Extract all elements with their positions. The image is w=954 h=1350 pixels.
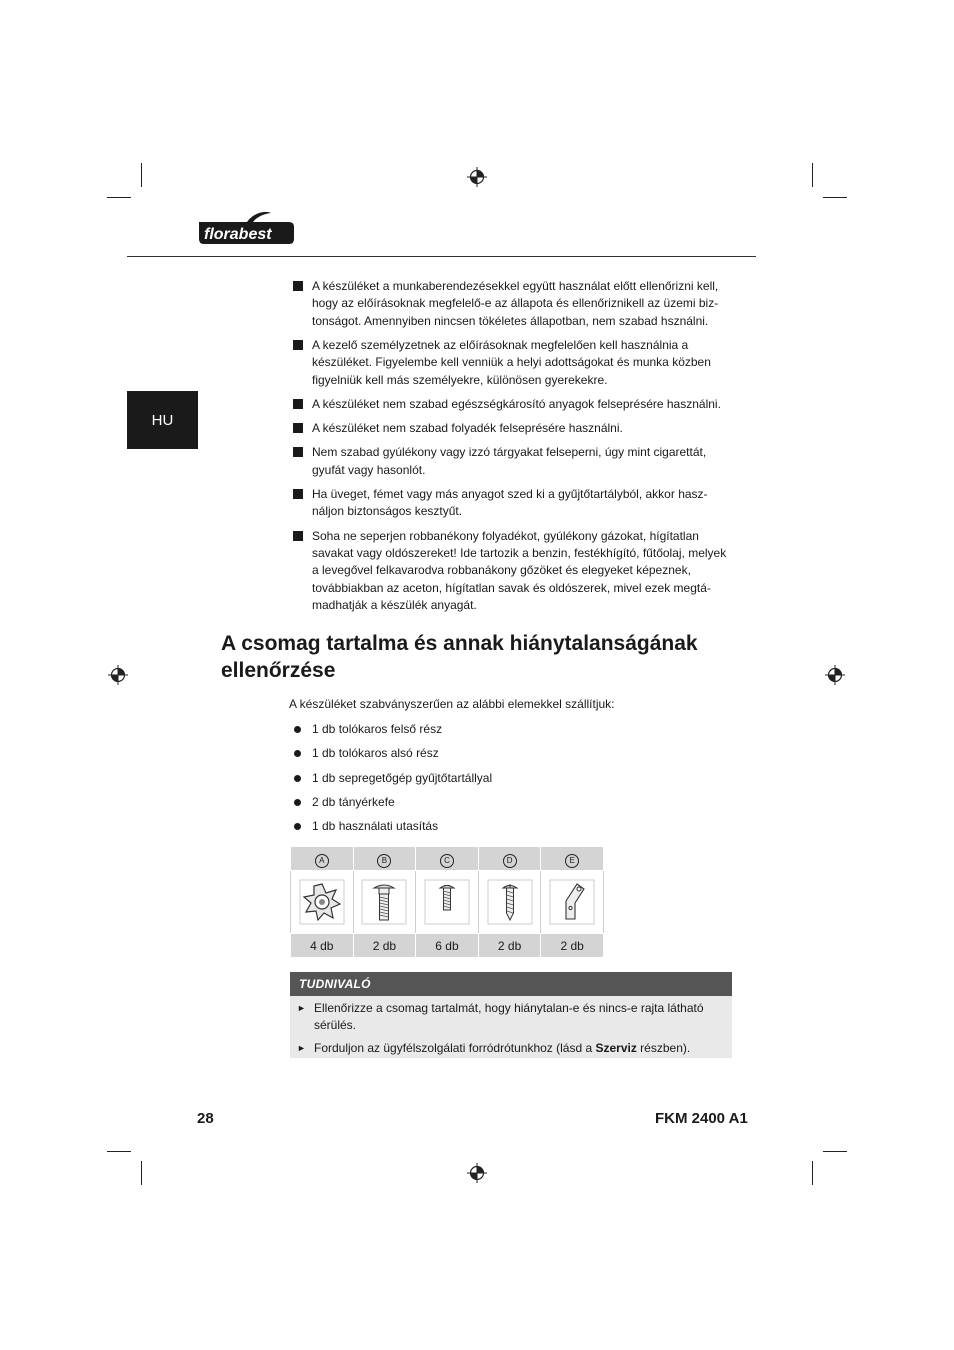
arrow-right-icon: ► (297, 1003, 306, 1013)
square-bullet-icon (293, 447, 303, 457)
part-letter: C (440, 854, 454, 868)
crop-mark (107, 197, 131, 198)
bracket-icon (549, 879, 595, 925)
quantity-cell: 2 db (478, 934, 541, 958)
list-item: 1 db használati utasítás (293, 818, 492, 842)
crop-mark (823, 197, 847, 198)
star-knob-icon (299, 879, 345, 925)
crop-mark (823, 1151, 847, 1152)
parts-table (290, 846, 604, 958)
service-reference: Szerviz (595, 1040, 637, 1055)
notice-title: TUDNIVALÓ (290, 972, 732, 996)
arrow-right-icon: ► (297, 1042, 306, 1053)
square-bullet-icon (293, 423, 303, 433)
list-item: A készüléket nem szabad egészségkárosító anyagok felseprésére használni. (293, 396, 733, 413)
square-bullet-icon (293, 489, 303, 499)
machine-screw-icon (424, 879, 470, 925)
list-item: A készüléket nem szabad folyadék felseprésére használni. (293, 420, 733, 437)
part-letter: D (503, 854, 517, 868)
crop-mark (812, 163, 813, 187)
part-letter: B (377, 854, 391, 868)
list-item: Soha ne seperjen robbanékony folyadékot, gyúlékony gázokat, hígítatlan savakat vagy oldószereket! Ide tartozik a benzin, festékhígító, fűtőolaj, melyek a levegővel felkavarodva robbanákony gőzöket és elegyeket képeznek, továbbiakban az aceton, hígítatlan savak és oldószerek, mivel ezek megtá-madhatják a készülék anyagát. (293, 528, 733, 615)
quantity-cell: 6 db (416, 934, 479, 958)
list-item: ► Forduljon az ügyfélszolgálati forródrótunkhoz (lásd a Szerviz részben). (297, 1040, 722, 1057)
language-tab: HU (127, 391, 198, 449)
square-bullet-icon (293, 399, 303, 409)
square-bullet-icon (293, 340, 303, 350)
notice-box (290, 996, 732, 1058)
model-number: FKM 2400 A1 (655, 1110, 748, 1127)
quantity-cell: 2 db (541, 934, 604, 958)
tapping-screw-icon (487, 879, 533, 925)
quantity-cell: 4 db (291, 934, 354, 958)
table-row (291, 934, 604, 958)
crop-mark (141, 163, 142, 187)
quantity-cell: 2 db (353, 934, 416, 958)
round-bullet-icon (294, 823, 301, 830)
square-bullet-icon (293, 281, 303, 291)
registration-mark-icon (825, 665, 845, 685)
round-bullet-icon (294, 775, 301, 782)
list-item: Ha üveget, fémet vagy más anyagot szed ki a gyűjtőtartályból, akkor hasz-náljon biztonságos kesztyűt. (293, 486, 733, 521)
section-title: A csomag tartalma és annak hiánytalanságának ellenőrzése (221, 632, 698, 682)
square-bullet-icon (293, 531, 303, 541)
florabest-logo (197, 208, 297, 248)
list-item: A kezelő személyzetnek az előírásoknak megfelelően kell használnia a készüléket. Figyelembe kell venniük a helyi adottságokat és munka közben figyelniük kell más személyekre, különösen gyerekekre. (293, 337, 733, 389)
page-number: 28 (197, 1110, 214, 1127)
round-bullet-icon (294, 750, 301, 757)
crop-mark (812, 1161, 813, 1185)
package-contents-list (293, 721, 492, 842)
round-bullet-icon (294, 726, 301, 733)
list-item: Nem szabad gyúlékony vagy izzó tárgyakat felseperni, úgy mint cigarettát, gyufát vagy hasonlót. (293, 444, 733, 479)
list-item: 1 db tolókaros alsó rész (293, 745, 492, 769)
table-row (291, 847, 604, 871)
header-rule (127, 256, 756, 257)
table-row (291, 871, 604, 934)
list-item: ► Ellenőrizze a csomag tartalmát, hogy hiánytalan-e és nincs-e rajta látható sérülés. (297, 1001, 704, 1033)
carriage-bolt-icon (361, 879, 407, 925)
crop-mark (107, 1151, 131, 1152)
safety-list (293, 278, 733, 621)
registration-mark-icon (467, 1163, 487, 1183)
list-item: 2 db tányérkefe (293, 794, 492, 818)
registration-mark-icon (108, 665, 128, 685)
intro-text: A készüléket szabványszerűen az alábbi elemekkel szállítjuk: (289, 697, 615, 711)
list-item: A készüléket a munkaberendezésekkel együtt használat előtt ellenőrizni kell, hogy az előírásoknak megfelelő-e az állapota és ellenőriznikell az üzemi biz-tonságot. Amennyiben nincsen tökéletes állapotban, nem szabad hsználni. (293, 278, 733, 330)
part-letter: A (315, 854, 329, 868)
svg-text:florabest: florabest (204, 226, 272, 243)
registration-mark-icon (467, 167, 487, 187)
round-bullet-icon (294, 799, 301, 806)
part-letter: E (565, 854, 579, 868)
list-item: 1 db tolókaros felső rész (293, 721, 492, 745)
crop-mark (141, 1161, 142, 1185)
list-item: 1 db sepregetőgép gyűjtőtartállyal (293, 770, 492, 794)
